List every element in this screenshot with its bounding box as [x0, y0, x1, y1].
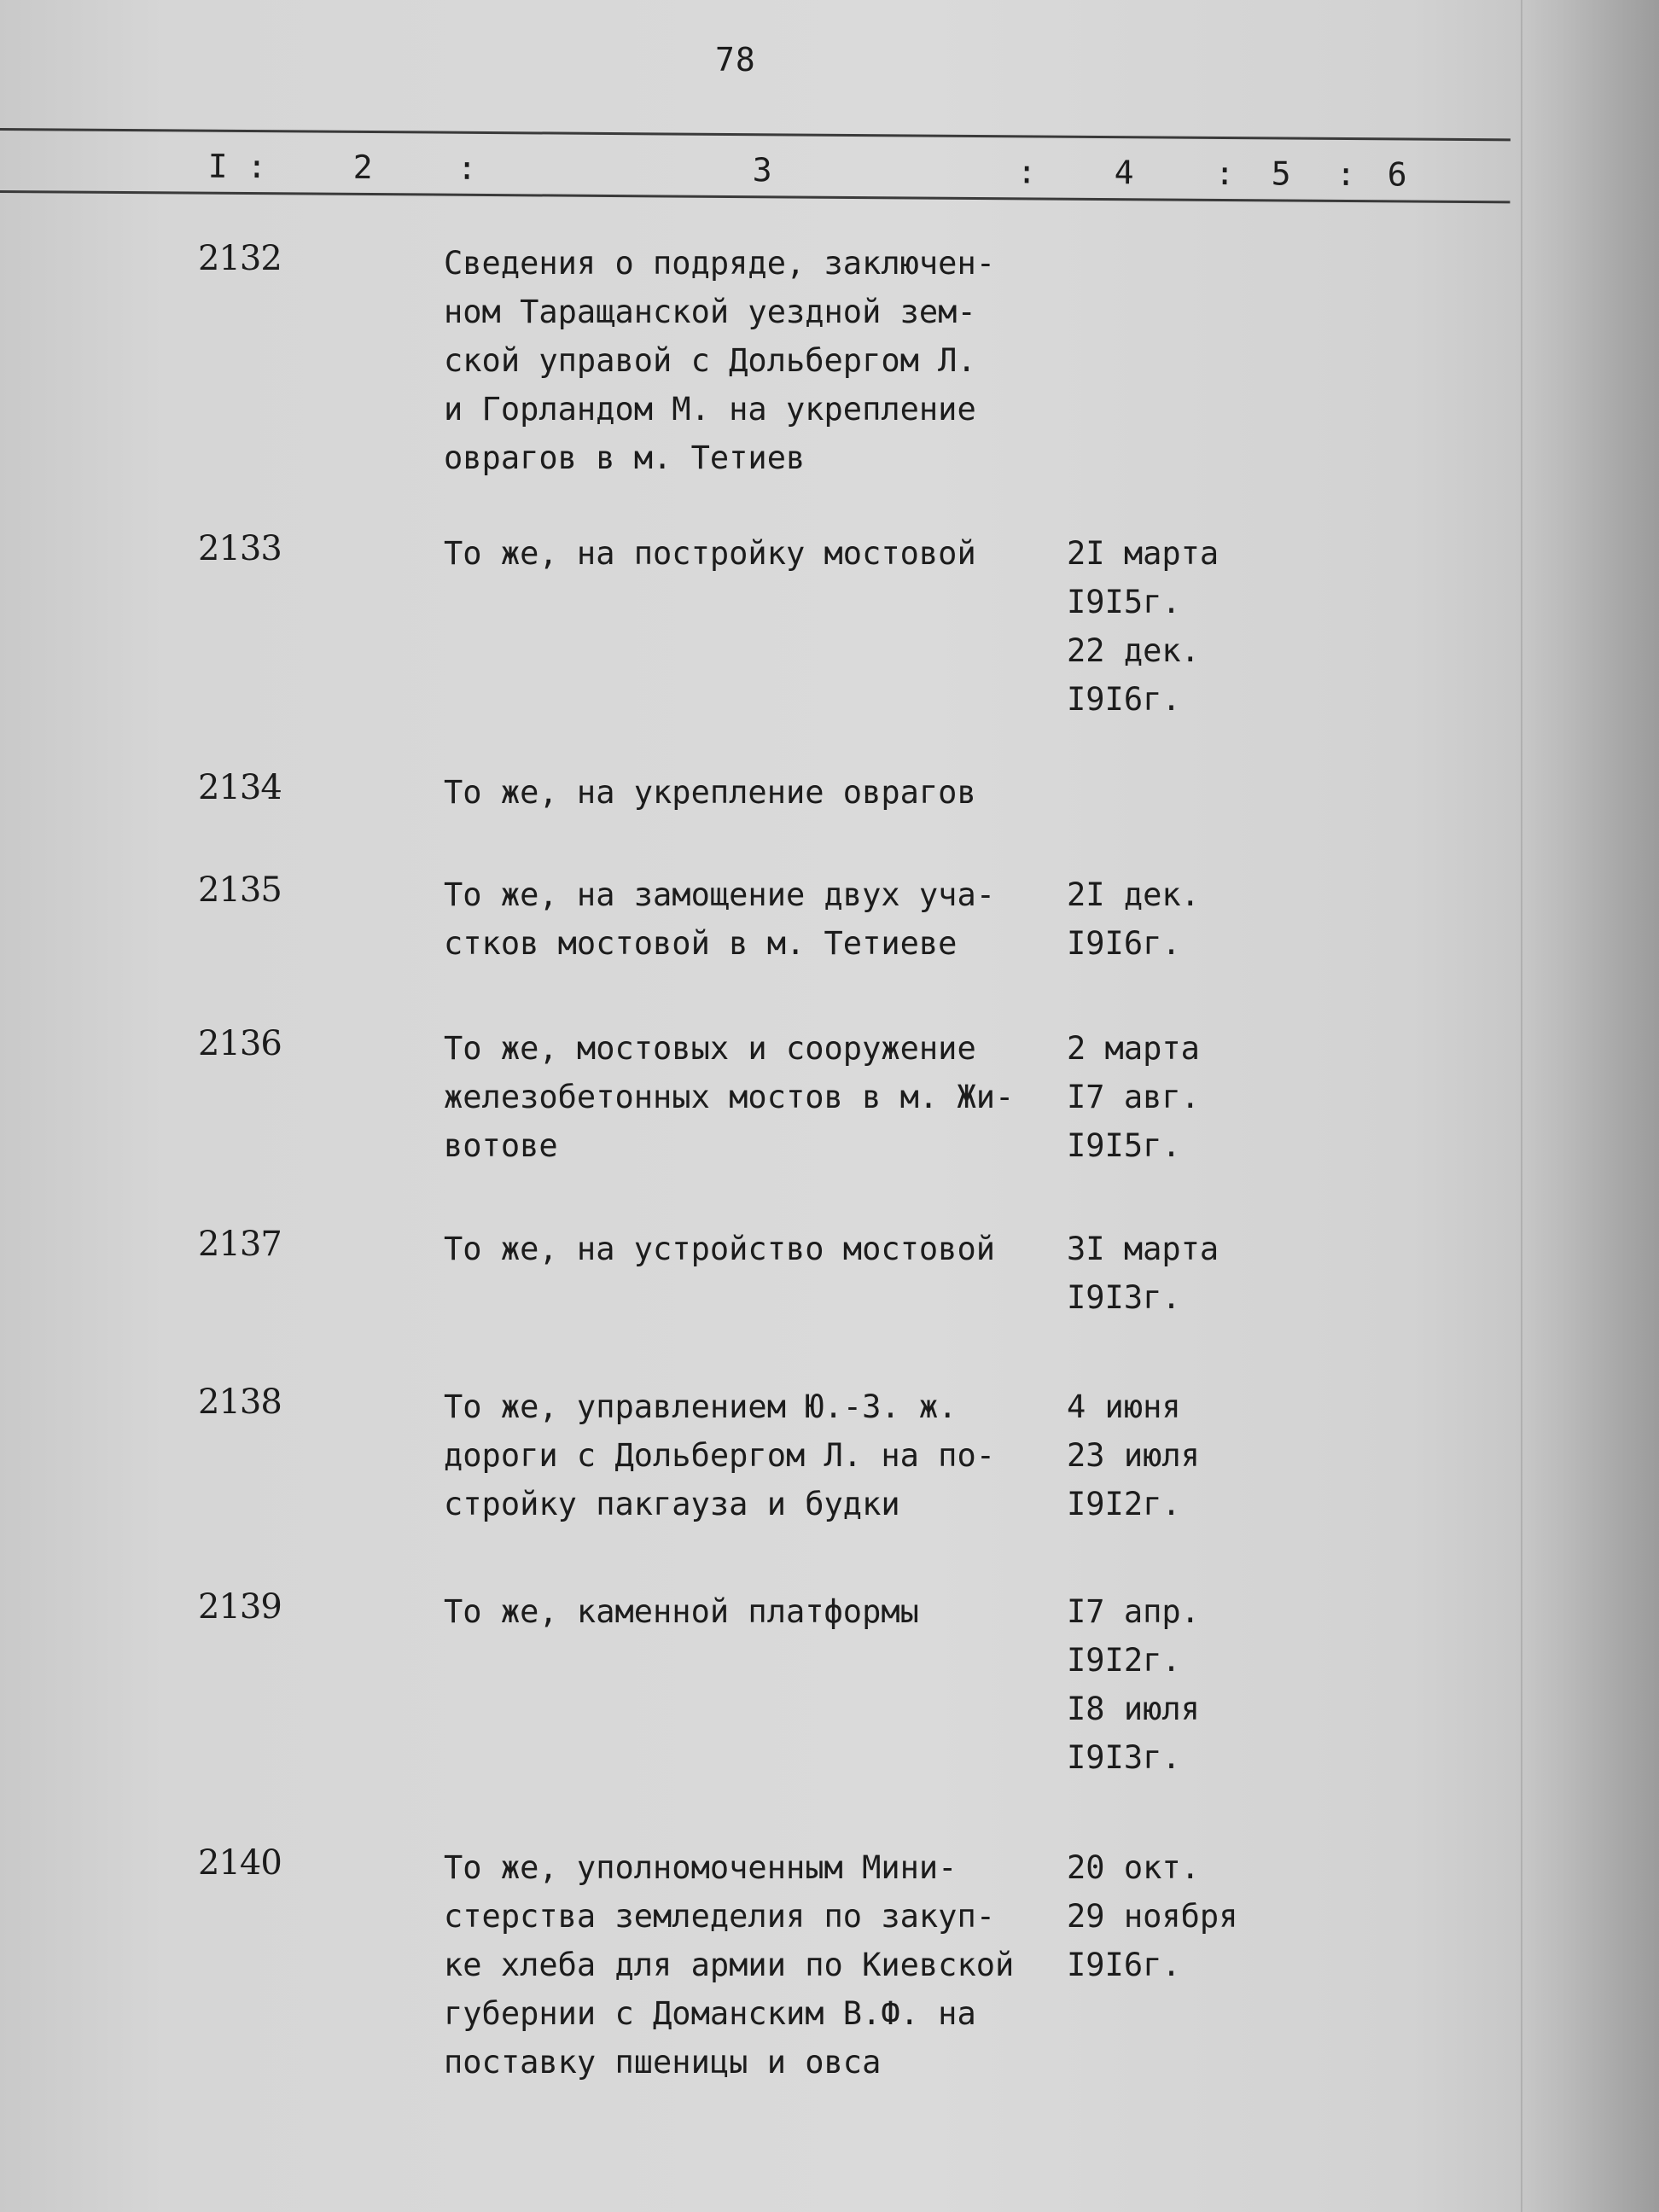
record-dates — [1067, 1024, 1306, 1170]
record-number: 2133 — [198, 529, 282, 568]
header-separator: : — [1214, 154, 1235, 193]
record-title — [444, 239, 1058, 482]
record-title-line: стков мостовой в м. Тетиеве — [444, 925, 958, 962]
page-number: 78 — [715, 41, 756, 79]
record-title-line: оврагов в м. Тетиев — [444, 439, 806, 476]
record-title-line: То же, мостовых и сооружение — [444, 1030, 976, 1067]
record-title-line: стерства земледелия по закуп- — [444, 1898, 996, 1935]
record-date-line: I9I2г. — [1067, 1486, 1181, 1522]
record-title-line: железобетонных мостов в м. Жи- — [444, 1079, 1015, 1115]
record-title-line: Сведения о подряде, заключен- — [444, 245, 996, 282]
record-title — [444, 768, 1058, 817]
record-title-line: То же, на замощение двух уча- — [444, 876, 996, 913]
record-title — [444, 1587, 1058, 1636]
column-header-row — [0, 128, 1511, 203]
record-dates — [1067, 529, 1306, 724]
record-date-line: I9I6г. — [1067, 681, 1181, 718]
record-date-line: 3I марта — [1067, 1231, 1220, 1267]
record-number: 2134 — [198, 768, 282, 807]
record-title-line: дороги с Дольбергом Л. на по- — [444, 1437, 996, 1474]
record-number: 2139 — [198, 1587, 282, 1627]
header-col-5: 5 — [1271, 154, 1291, 193]
record-date-line: I9I3г. — [1067, 1739, 1181, 1776]
record-number: 2135 — [198, 870, 282, 910]
record-date-line: I9I5г. — [1067, 1127, 1181, 1164]
record-title-line: ской управой с Дольбергом Л. — [444, 342, 976, 379]
record-dates — [1067, 1225, 1306, 1322]
record-title — [444, 870, 1058, 968]
record-date-line: I9I6г. — [1067, 1947, 1181, 1983]
header-col-2: 2 — [352, 148, 373, 187]
record-title-line: поставку пшеницы и овса — [444, 2044, 882, 2081]
record-title-line: ном Таращанской уездной зем- — [444, 294, 976, 330]
header-separator: : — [457, 148, 477, 187]
record-title-line: То же, каменной платформы — [444, 1593, 919, 1630]
record-title-line: вотове — [444, 1127, 558, 1164]
record-number: 2132 — [198, 239, 282, 278]
record-title — [444, 1843, 1058, 2087]
header-col-3: 3 — [752, 151, 772, 189]
record-title-line: То же, на укрепление оврагов — [444, 774, 976, 811]
record-date-line: I9I5г. — [1067, 584, 1181, 620]
page-edge-shadow — [1521, 0, 1659, 2212]
record-date-line: 2I марта — [1067, 535, 1220, 572]
header-col-4: 4 — [1114, 154, 1134, 192]
record-title-line: ке хлеба для армии по Киевской — [444, 1947, 1015, 1983]
record-date-line: I9I3г. — [1067, 1279, 1181, 1316]
header-separator: : — [1336, 154, 1356, 194]
record-title — [444, 529, 1058, 578]
header-col-1: I : — [207, 147, 267, 186]
record-date-line: 2 марта — [1067, 1030, 1200, 1067]
record-date-line: I9I2г. — [1067, 1642, 1181, 1679]
record-dates — [1067, 1843, 1306, 1989]
record-date-line: 4 июня — [1067, 1388, 1181, 1425]
record-dates — [1067, 870, 1306, 968]
record-number: 2137 — [198, 1225, 282, 1264]
record-date-line: 23 июля — [1067, 1437, 1200, 1474]
record-date-line: I7 авг. — [1067, 1079, 1200, 1115]
record-title-line: То же, управлением Ю.-З. ж. — [444, 1388, 958, 1425]
record-date-line: 2I дек. — [1067, 876, 1200, 913]
record-title-line: То же, на постройку мостовой — [444, 535, 976, 572]
record-date-line: 29 ноября — [1067, 1898, 1238, 1935]
record-title-line: и Горландом М. на укрепление — [444, 391, 976, 428]
record-dates — [1067, 1382, 1306, 1528]
record-date-line: I7 апр. — [1067, 1593, 1200, 1630]
record-date-line: I9I6г. — [1067, 925, 1181, 962]
record-title-line: стройку пакгауза и будки — [444, 1486, 900, 1522]
record-date-line: I8 июля — [1067, 1691, 1200, 1727]
record-title — [444, 1024, 1058, 1170]
header-separator: : — [1016, 153, 1037, 191]
record-number: 2138 — [198, 1382, 282, 1422]
record-date-line: 22 дек. — [1067, 632, 1200, 669]
record-dates — [1067, 1587, 1306, 1782]
record-title-line: То же, уполномоченным Мини- — [444, 1849, 958, 1886]
header-col-6: 6 — [1387, 155, 1407, 194]
record-title-line: То же, на устройство мостовой — [444, 1231, 996, 1267]
record-title-line: губернии с Доманским В.Ф. на — [444, 1995, 976, 2032]
record-title — [444, 1382, 1058, 1528]
record-date-line: 20 окт. — [1067, 1849, 1200, 1886]
record-title — [444, 1225, 1058, 1273]
record-number: 2140 — [198, 1843, 282, 1883]
record-number: 2136 — [198, 1024, 282, 1063]
